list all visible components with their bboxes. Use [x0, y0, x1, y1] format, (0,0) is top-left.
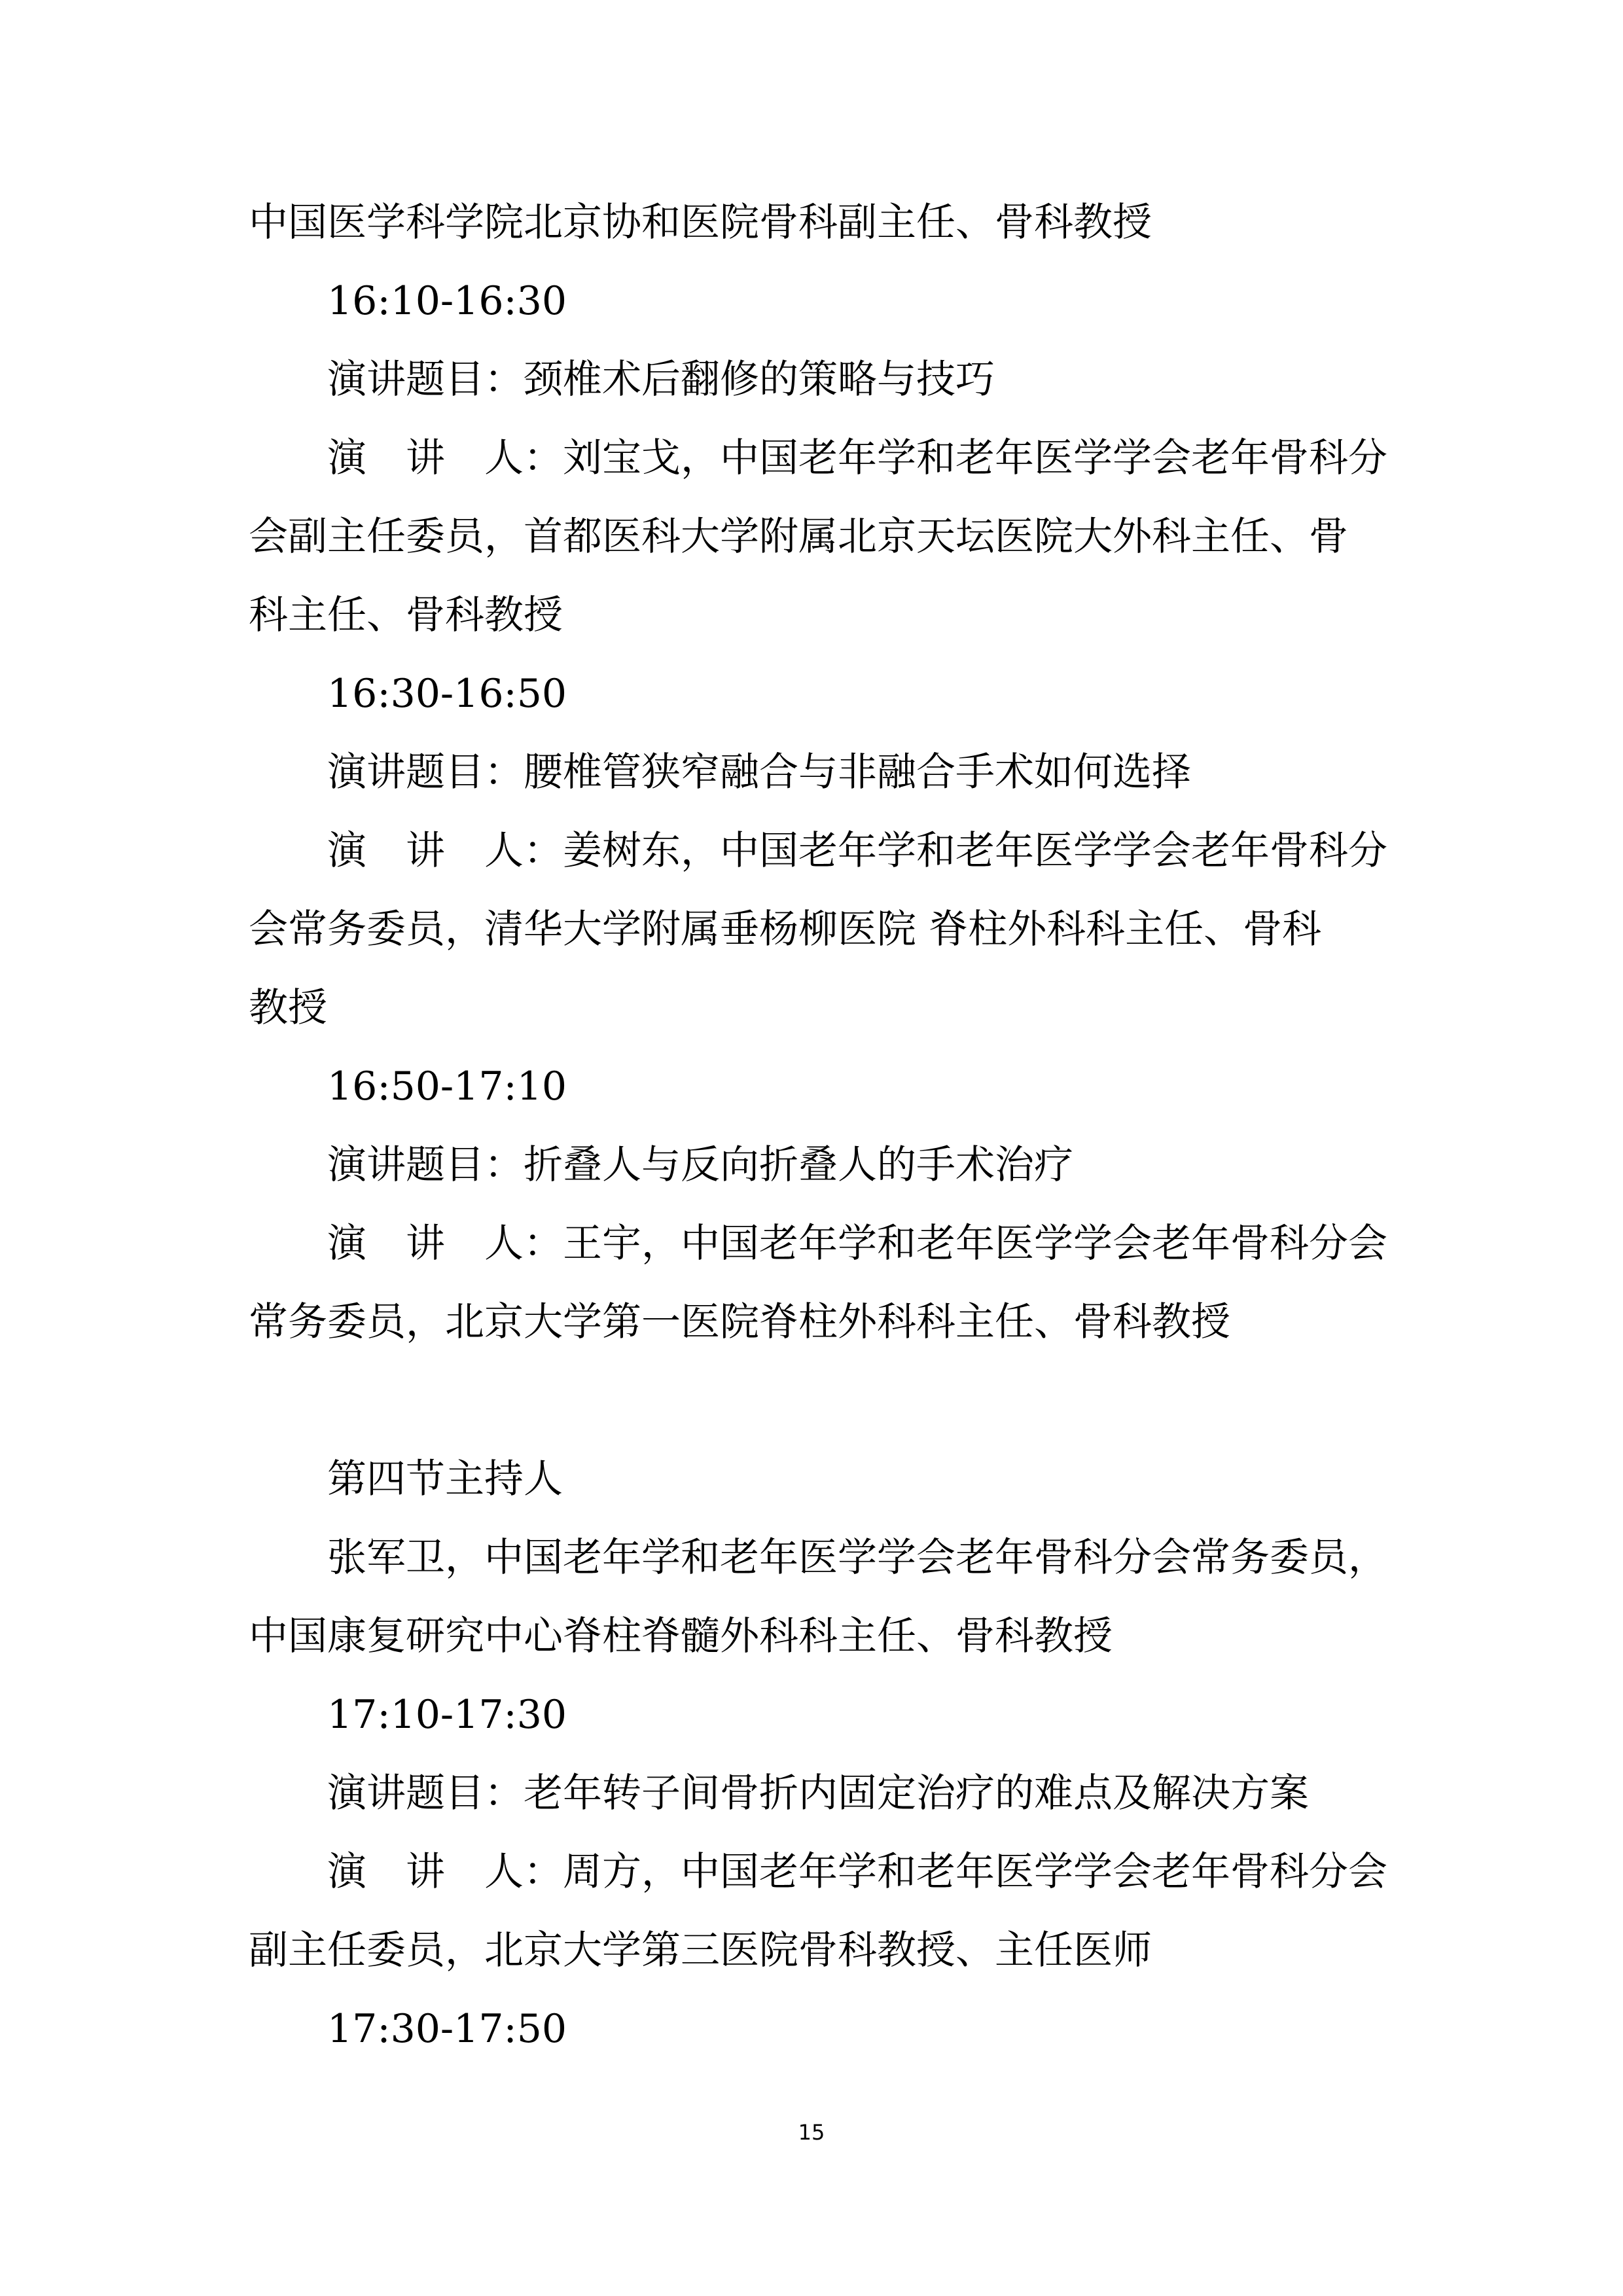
time-slot: 16:10-16:30: [327, 278, 567, 324]
talk-title: 演讲题目：腰椎管狭窄融合与非融合手术如何选择: [327, 749, 1191, 795]
time-slot: 17:30-17:50: [327, 2006, 567, 2052]
text-line: 会常务委员，清华大学附属垂杨柳医院 脊柱外科科主任、骨科: [249, 906, 1322, 952]
speaker-line: 演 讲 人：姜树东，中国老年学和老年医学学会老年骨科分: [327, 828, 1387, 874]
host-line: 张军卫，中国老年学和老年医学学会老年骨科分会常务委员，: [327, 1535, 1387, 1581]
time-slot: 17:10-17:30: [327, 1692, 567, 1738]
speaker-line: 演 讲 人：周方，中国老年学和老年医学学会老年骨科分会: [327, 1849, 1387, 1895]
text-line: 常务委员，北京大学第一医院脊柱外科科主任、骨科教授: [249, 1299, 1230, 1345]
time-slot: 16:50-17:10: [327, 1064, 567, 1109]
text-line: 科主任、骨科教授: [249, 592, 563, 638]
time-slot: 16:30-16:50: [327, 671, 567, 717]
text-line: 会副主任委员，首都医科大学附属北京天坛医院大外科主任、骨: [249, 514, 1348, 560]
talk-title: 演讲题目：颈椎术后翻修的策略与技巧: [327, 357, 995, 403]
section-heading: 第四节主持人: [327, 1456, 563, 1502]
speaker-line: 演 讲 人：刘宝戈，中国老年学和老年医学学会老年骨科分: [327, 435, 1387, 481]
text-line: 中国医学科学院北京协和医院骨科副主任、骨科教授: [249, 200, 1152, 245]
text-line: 副主任委员，北京大学第三医院骨科教授、主任医师: [249, 1928, 1152, 1973]
talk-title: 演讲题目：老年转子间骨折内固定治疗的难点及解决方案: [327, 1770, 1309, 1816]
text-line: 中国康复研究中心脊柱脊髓外科科主任、骨科教授: [249, 1613, 1113, 1659]
speaker-line: 演 讲 人：王宇，中国老年学和老年医学学会老年骨科分会: [327, 1221, 1387, 1266]
page-number: 15: [798, 2120, 825, 2145]
text-line: 教授: [249, 985, 327, 1031]
talk-title: 演讲题目：折叠人与反向折叠人的手术治疗: [327, 1142, 1073, 1188]
